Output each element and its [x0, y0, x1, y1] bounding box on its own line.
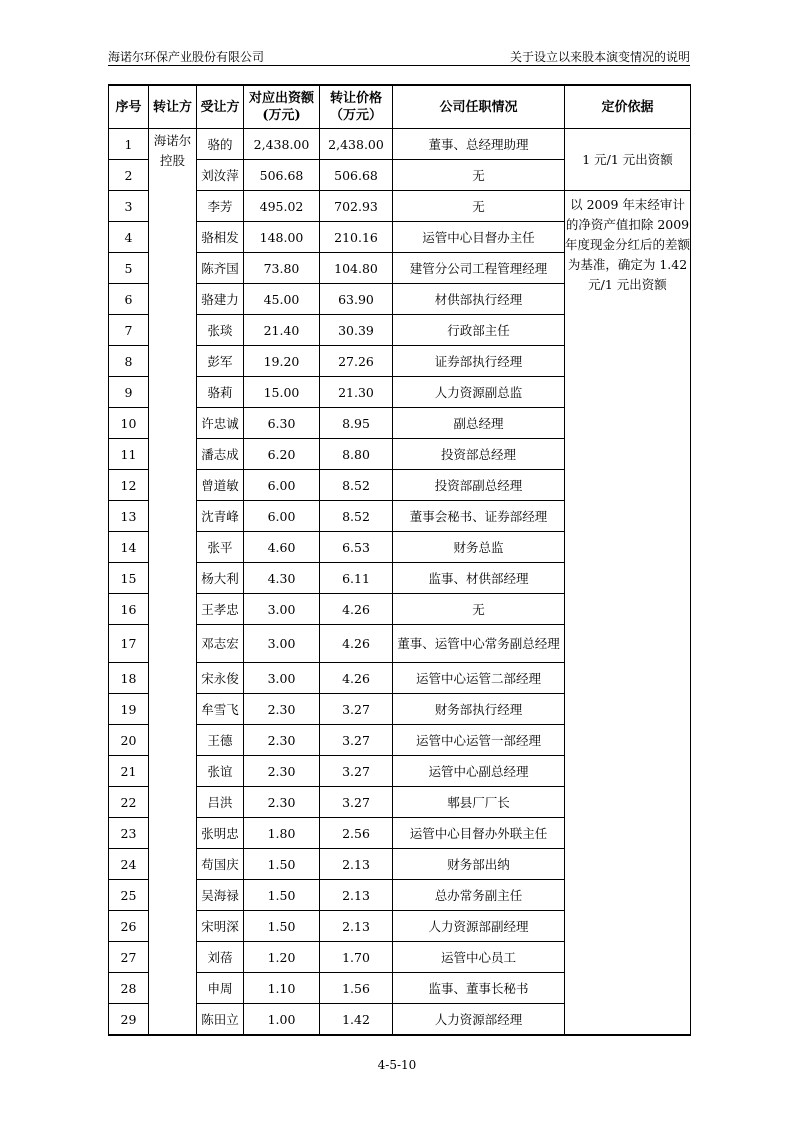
company-position: 运管中心员工	[393, 942, 565, 973]
transferee-name: 邓志宏	[197, 625, 244, 663]
col-header-price	[320, 85, 393, 129]
transferee-name: 沈青峰	[197, 501, 244, 532]
transfer-price: 104.80	[320, 253, 393, 284]
transferee-name: 张明忠	[197, 818, 244, 849]
contribution-amount: 1.00	[244, 1004, 320, 1036]
table-body	[109, 129, 691, 1036]
table-row	[109, 191, 691, 222]
contribution-amount: 3.00	[244, 594, 320, 625]
transfer-price: 4.26	[320, 625, 393, 663]
company-position: 人力资源副总监	[393, 377, 565, 408]
contribution-amount: 1.10	[244, 973, 320, 1004]
table-header-row	[109, 85, 691, 129]
transferee-name: 刘蓓	[197, 942, 244, 973]
page-number: 4-5-10	[377, 1058, 417, 1072]
company-position: 无	[393, 191, 565, 222]
contribution-amount: 45.00	[244, 284, 320, 315]
transfer-price: 27.26	[320, 346, 393, 377]
transfer-price: 8.95	[320, 408, 393, 439]
row-number: 1	[109, 129, 149, 160]
transfer-price: 30.39	[320, 315, 393, 346]
transferee-name: 许忠诚	[197, 408, 244, 439]
col-header-transferee: 受让方	[197, 85, 244, 129]
transferee-name: 陈齐国	[197, 253, 244, 284]
transferee-name: 宋明深	[197, 911, 244, 942]
company-position: 材供部执行经理	[393, 284, 565, 315]
row-number: 4	[109, 222, 149, 253]
contribution-amount: 73.80	[244, 253, 320, 284]
contribution-amount: 21.40	[244, 315, 320, 346]
transferee-name: 骆相发	[197, 222, 244, 253]
company-name: 海诺尔环保产业股份有限公司	[108, 50, 265, 64]
transferee-name: 吕洪	[197, 787, 244, 818]
row-number: 27	[109, 942, 149, 973]
contribution-amount: 148.00	[244, 222, 320, 253]
col-header-price-line2: （万元）	[329, 108, 382, 123]
transfer-price: 6.11	[320, 563, 393, 594]
company-position: 建管分公司工程管理经理	[393, 253, 565, 284]
row-number: 13	[109, 501, 149, 532]
contribution-amount: 506.68	[244, 160, 320, 191]
row-number: 11	[109, 439, 149, 470]
company-position: 行政部主任	[393, 315, 565, 346]
row-number: 2	[109, 160, 149, 191]
company-position: 副总经理	[393, 408, 565, 439]
company-position: 运管中心运管一部经理	[393, 725, 565, 756]
transferee-name: 王孝忠	[197, 594, 244, 625]
contribution-amount: 6.00	[244, 470, 320, 501]
company-position: 无	[393, 594, 565, 625]
col-header-amount-line1: 对应出资额	[248, 91, 314, 106]
row-number: 5	[109, 253, 149, 284]
row-number: 8	[109, 346, 149, 377]
row-number: 23	[109, 818, 149, 849]
transfer-price: 1.70	[320, 942, 393, 973]
transferee-name: 杨大利	[197, 563, 244, 594]
transfer-price: 1.56	[320, 973, 393, 1004]
contribution-amount: 3.00	[244, 663, 320, 694]
pricing-basis-1: 1 元/1 元出资额	[565, 129, 691, 191]
transferee-name: 张谊	[197, 756, 244, 787]
transfer-price: 3.27	[320, 756, 393, 787]
company-position: 董事会秘书、证券部经理	[393, 501, 565, 532]
contribution-amount: 6.30	[244, 408, 320, 439]
company-position: 监事、董事长秘书	[393, 973, 565, 1004]
company-position: 财务部执行经理	[393, 694, 565, 725]
col-header-amount	[244, 85, 320, 129]
transferee-name: 苟国庆	[197, 849, 244, 880]
transferee-name: 刘汝萍	[197, 160, 244, 191]
company-position: 董事、运管中心常务副总经理	[393, 625, 565, 663]
transferee-name: 牟雪飞	[197, 694, 244, 725]
company-position: 证券部执行经理	[393, 346, 565, 377]
equity-transfer-table	[108, 84, 691, 1036]
col-header-no: 序号	[109, 85, 149, 129]
transfer-price: 2.13	[320, 849, 393, 880]
company-position: 运管中心目督办外联主任	[393, 818, 565, 849]
transfer-price: 2,438.00	[320, 129, 393, 160]
row-number: 12	[109, 470, 149, 501]
pricing-basis-2: 以 2009 年末经审计的净资产值扣除 2009 年度现金分红后的差额为基准，确定为 1.42 元/1 元出资额	[565, 191, 691, 1036]
contribution-amount: 1.80	[244, 818, 320, 849]
row-number: 6	[109, 284, 149, 315]
contribution-amount: 4.60	[244, 532, 320, 563]
company-position: 投资部总经理	[393, 439, 565, 470]
contribution-amount: 1.50	[244, 880, 320, 911]
transferee-name: 吴海禄	[197, 880, 244, 911]
row-number: 15	[109, 563, 149, 594]
row-number: 25	[109, 880, 149, 911]
contribution-amount: 19.20	[244, 346, 320, 377]
col-header-transferor: 转让方	[149, 85, 197, 129]
transferee-name: 张平	[197, 532, 244, 563]
row-number: 19	[109, 694, 149, 725]
transfer-price: 8.52	[320, 501, 393, 532]
company-position: 人力资源部副经理	[393, 911, 565, 942]
row-number: 20	[109, 725, 149, 756]
transferee-name: 申周	[197, 973, 244, 1004]
company-position: 运管中心副总经理	[393, 756, 565, 787]
transfer-price: 3.27	[320, 787, 393, 818]
transferor-cell: 海诺尔控股	[149, 129, 197, 1036]
transferee-name: 潘志成	[197, 439, 244, 470]
transfer-price: 210.16	[320, 222, 393, 253]
contribution-amount: 6.20	[244, 439, 320, 470]
company-position: 投资部副总经理	[393, 470, 565, 501]
company-position: 总办常务副主任	[393, 880, 565, 911]
company-position: 无	[393, 160, 565, 191]
company-position: 运管中心运管二部经理	[393, 663, 565, 694]
contribution-amount: 3.00	[244, 625, 320, 663]
contribution-amount: 2,438.00	[244, 129, 320, 160]
col-header-amount-line2: (万元)	[262, 108, 301, 123]
row-number: 16	[109, 594, 149, 625]
document-title: 关于设立以来股本演变情况的说明	[509, 50, 690, 64]
transferee-name: 骆的	[197, 129, 244, 160]
row-number: 29	[109, 1004, 149, 1036]
col-header-price-line1: 转让价格	[329, 91, 382, 106]
transferee-name: 彭军	[197, 346, 244, 377]
contribution-amount: 1.50	[244, 911, 320, 942]
transfer-price: 21.30	[320, 377, 393, 408]
transfer-price: 1.42	[320, 1004, 393, 1036]
transferee-name: 张琰	[197, 315, 244, 346]
company-position: 财务总监	[393, 532, 565, 563]
contribution-amount: 2.30	[244, 694, 320, 725]
row-number: 14	[109, 532, 149, 563]
transfer-price: 6.53	[320, 532, 393, 563]
transferee-name: 李芳	[197, 191, 244, 222]
company-position: 运管中心目督办主任	[393, 222, 565, 253]
transfer-price: 702.93	[320, 191, 393, 222]
table-row	[109, 129, 691, 160]
transfer-price: 3.27	[320, 725, 393, 756]
row-number: 26	[109, 911, 149, 942]
transfer-price: 8.52	[320, 470, 393, 501]
row-number: 18	[109, 663, 149, 694]
contribution-amount: 4.30	[244, 563, 320, 594]
col-header-basis: 定价依据	[565, 85, 691, 129]
row-number: 9	[109, 377, 149, 408]
transfer-price: 8.80	[320, 439, 393, 470]
transferee-name: 曾道敏	[197, 470, 244, 501]
transfer-price: 4.26	[320, 663, 393, 694]
row-number: 24	[109, 849, 149, 880]
row-number: 3	[109, 191, 149, 222]
contribution-amount: 1.20	[244, 942, 320, 973]
company-position: 董事、总经理助理	[393, 129, 565, 160]
transfer-price: 2.13	[320, 911, 393, 942]
company-position: 人力资源部经理	[393, 1004, 565, 1036]
transfer-price: 2.56	[320, 818, 393, 849]
contribution-amount: 2.30	[244, 787, 320, 818]
company-position: 郫县厂厂长	[393, 787, 565, 818]
contribution-amount: 6.00	[244, 501, 320, 532]
contribution-amount: 1.50	[244, 849, 320, 880]
contribution-amount: 2.30	[244, 756, 320, 787]
transferee-name: 骆莉	[197, 377, 244, 408]
page-header	[108, 46, 690, 66]
transfer-price: 63.90	[320, 284, 393, 315]
transferee-name: 骆建力	[197, 284, 244, 315]
company-position: 监事、材供部经理	[393, 563, 565, 594]
row-number: 17	[109, 625, 149, 663]
row-number: 21	[109, 756, 149, 787]
row-number: 10	[109, 408, 149, 439]
contribution-amount: 495.02	[244, 191, 320, 222]
header-divider	[108, 65, 690, 66]
row-number: 28	[109, 973, 149, 1004]
col-header-position: 公司任职情况	[393, 85, 565, 129]
transfer-price: 3.27	[320, 694, 393, 725]
transfer-price: 2.13	[320, 880, 393, 911]
transferee-name: 宋永俊	[197, 663, 244, 694]
company-position: 财务部出纳	[393, 849, 565, 880]
transferee-name: 陈田立	[197, 1004, 244, 1036]
transfer-price: 506.68	[320, 160, 393, 191]
row-number: 22	[109, 787, 149, 818]
transfer-price: 4.26	[320, 594, 393, 625]
transferee-name: 王德	[197, 725, 244, 756]
contribution-amount: 2.30	[244, 725, 320, 756]
row-number: 7	[109, 315, 149, 346]
contribution-amount: 15.00	[244, 377, 320, 408]
